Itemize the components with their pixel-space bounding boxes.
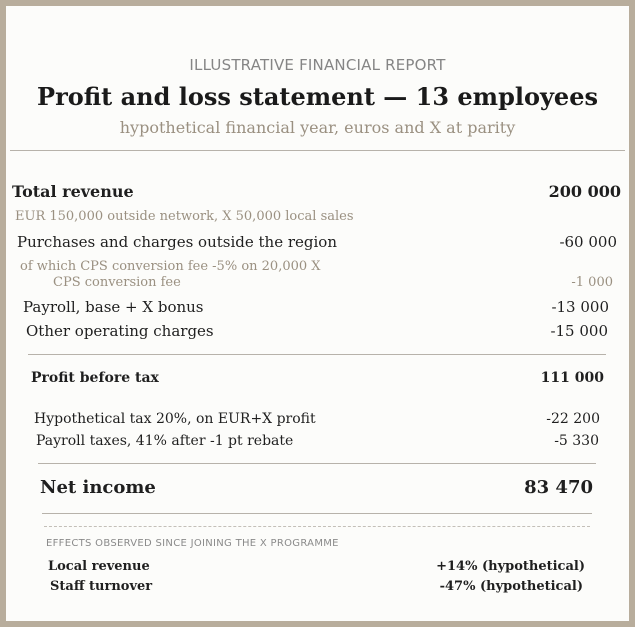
local-revenue-label: Local revenue xyxy=(48,559,150,574)
purchases-label: Purchases and charges outside the region xyxy=(17,233,337,251)
cps-note-line2: CPS conversion fee xyxy=(53,275,181,290)
subtotal-divider xyxy=(28,354,606,355)
staff-turnover-label: Staff turnover xyxy=(50,579,153,594)
staff-turnover-value: -47% (hypothetical) xyxy=(439,579,583,594)
net-income-value: 83 470 xyxy=(524,477,593,498)
profit-before-tax-label: Profit before tax xyxy=(31,370,159,386)
total-revenue-label: Total revenue xyxy=(12,182,134,201)
cps-value: -1 000 xyxy=(571,275,613,290)
effects-dashed-divider xyxy=(44,526,590,527)
payroll-label: Payroll, base + X bonus xyxy=(23,298,204,316)
total-revenue-value: 200 000 xyxy=(548,182,621,201)
report-sheet xyxy=(6,6,629,621)
payroll-value: -13 000 xyxy=(551,298,609,316)
header-divider xyxy=(10,150,625,151)
payroll-taxes-value: -5 330 xyxy=(554,433,599,449)
purchases-value: -60 000 xyxy=(559,233,617,251)
cps-note-line1: of which CPS conversion fee -5% on 20,000 X xyxy=(20,259,321,274)
tax-value: -22 200 xyxy=(546,411,600,427)
payroll-taxes-label: Payroll taxes, 41% after -1 pt rebate xyxy=(36,433,294,449)
tax-label: Hypothetical tax 20%, on EUR+X profit xyxy=(34,411,316,427)
report-eyebrow: ILLUSTRATIVE FINANCIAL REPORT xyxy=(189,56,446,74)
report-subtitle: hypothetical financial year, euros and X at parity xyxy=(119,118,516,137)
net-income-divider xyxy=(42,513,592,514)
total-divider xyxy=(38,463,596,464)
other-charges-label: Other operating charges xyxy=(26,322,214,340)
report-title: Profit and loss statement — 13 employees xyxy=(37,82,598,111)
local-revenue-value: +14% (hypothetical) xyxy=(436,559,585,574)
revenue-note-text: EUR 150,000 outside network, X 50,000 local sales xyxy=(15,209,354,224)
effects-heading: EFFECTS OBSERVED SINCE JOINING THE X PROGRAMME xyxy=(46,538,339,549)
net-income-label: Net income xyxy=(40,477,156,498)
other-charges-value: -15 000 xyxy=(550,322,608,340)
profit-before-tax-value: 111 000 xyxy=(540,370,604,386)
